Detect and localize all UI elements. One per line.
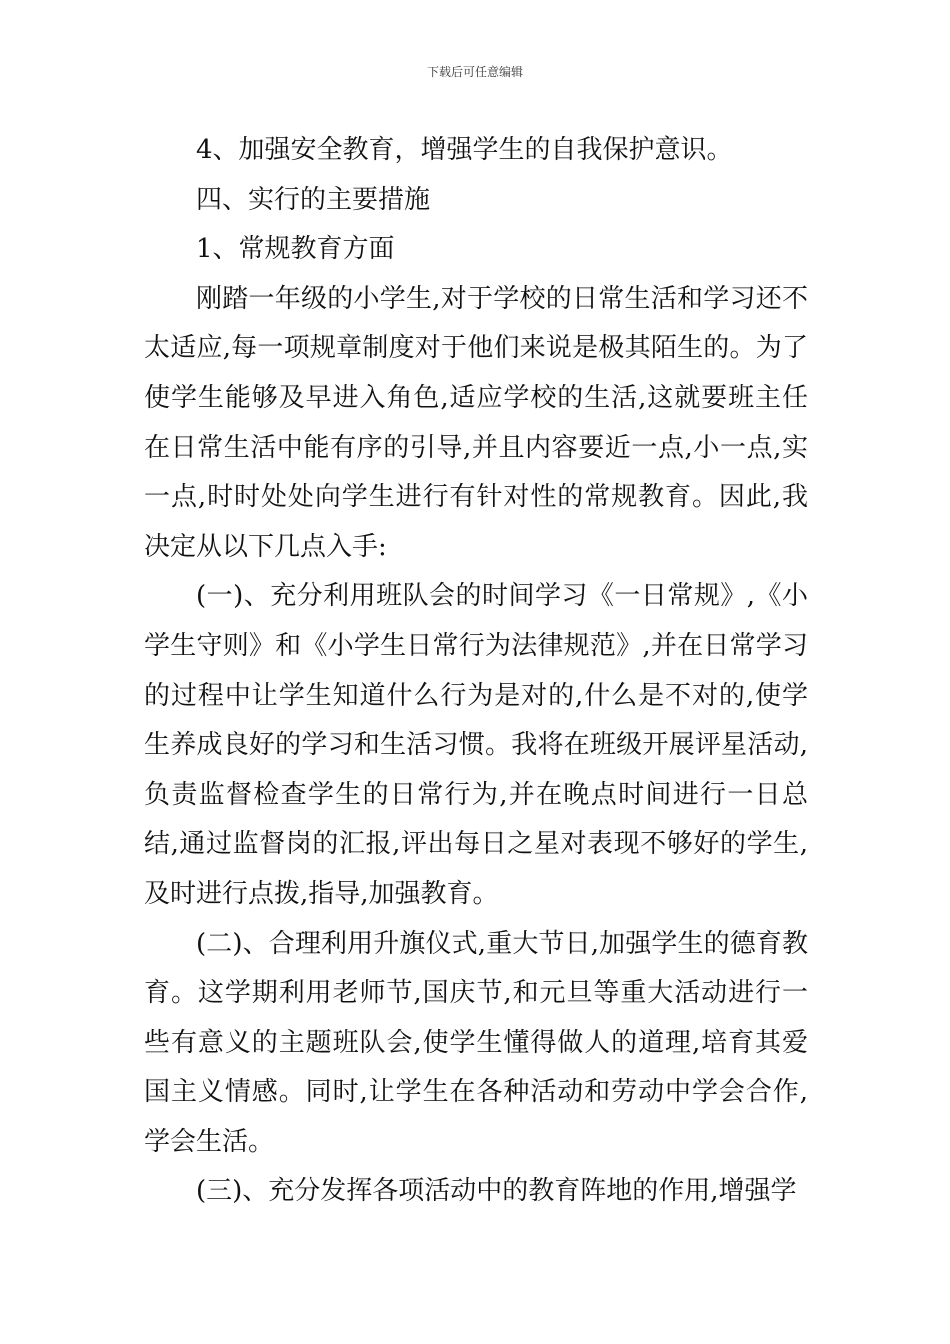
document-body	[144, 126, 808, 1217]
page-header: 下载后可任意编辑	[426, 65, 523, 79]
paragraph-safety-education: 4、加强安全教育，增强学生的自我保护意识。	[196, 135, 733, 165]
section-heading-main-measures: 四、实行的主要措施	[196, 184, 431, 215]
paragraph-point-one: (一)、充分利用班队会的时间学习《一日常规》,《小学生守则》和《小学生日常行为法律规范》,并在日常学习的过程中让学生知道什么行为是对的,什么是不对的,使学生养成良好的学习和生活习惯。我将在班级开展评星活动,负责监督检查学生的日常行为,并在晚点时间进行一日总结,通过监督岗的汇报,评出每日之星对表现不够好的学生,及时进行点拨,指导,加强教育。	[144, 581, 808, 909]
paragraph-point-two: (二)、合理利用升旗仪式,重大节日,加强学生的德育教育。这学期利用老师节,国庆节,和元旦等重大活动进行一些有意义的主题班队会,使学生懂得做人的道理,培育其爱国主义情感。同时,让学生在各种活动和劳动中学会合作,学会生活。	[144, 928, 808, 1157]
subheading-routine-education: 1、常规教育方面	[196, 234, 395, 265]
paragraph-point-three: (三)、充分发挥各项活动中的教育阵地的作用,增强学	[196, 1176, 797, 1207]
paragraph-intro: 刚踏一年级的小学生,对于学校的日常生活和学习还不太适应,每一项规章制度对于他们来说是极其陌生的。为了使学生能够及早进入角色,适应学校的生活,这就要班主任在日常生活中能有序的引导,并且内容要近一点,小一点,实一点,时时处处向学生进行有针对性的常规教育。因此,我决定从以下几点入手:	[144, 283, 808, 562]
